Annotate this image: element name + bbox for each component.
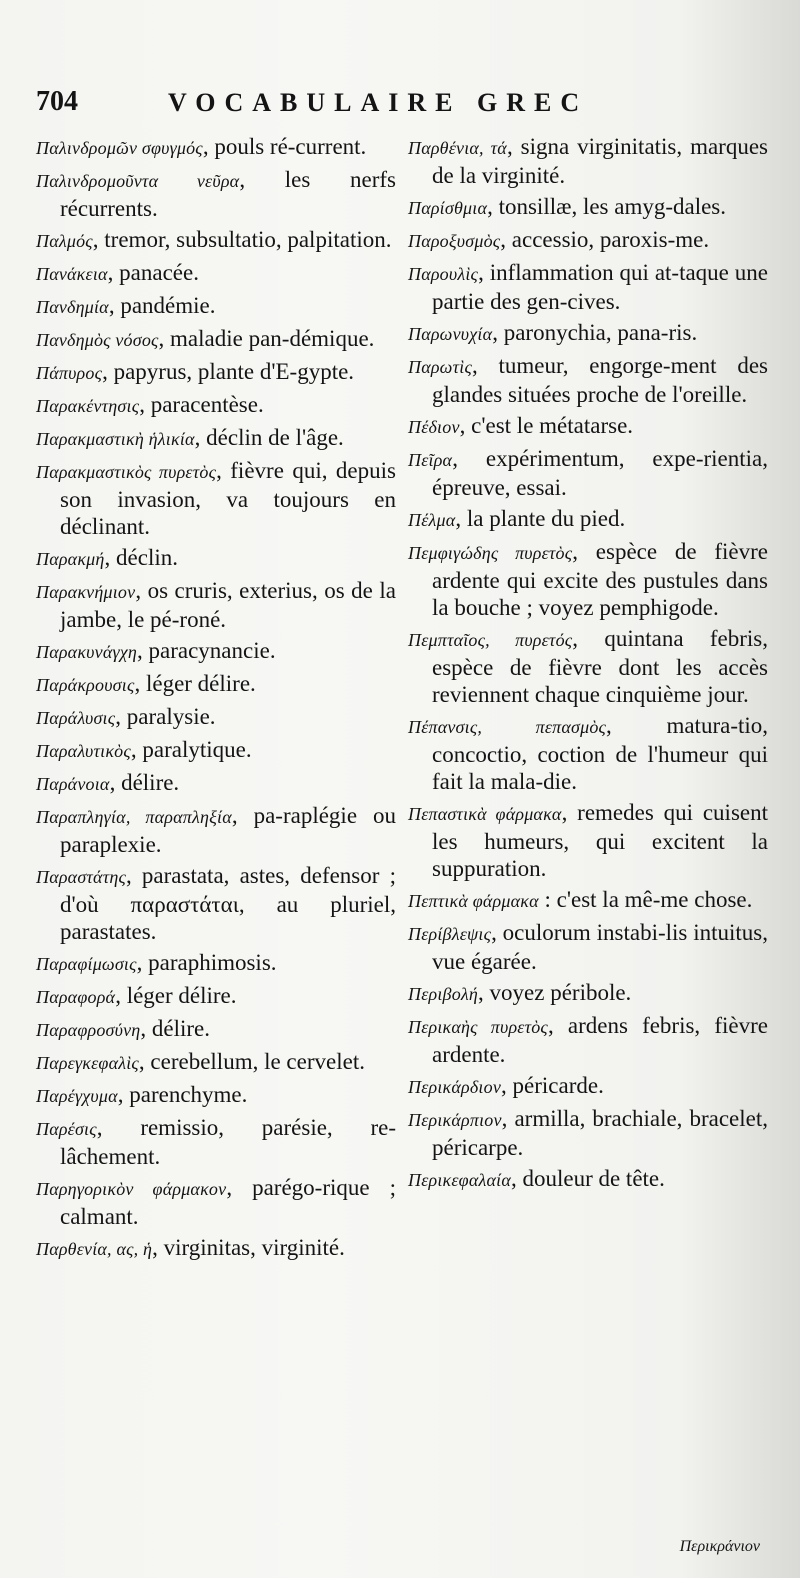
definition: , parenchyme. xyxy=(117,1082,248,1107)
definition: , remissio, parésie, re-lâchement. xyxy=(60,1115,396,1169)
dictionary-entry xyxy=(36,670,396,699)
greek-headword: Παράνοια xyxy=(36,774,110,794)
definition: , délire. xyxy=(109,770,180,795)
greek-headword: Περίβλεψις xyxy=(408,924,492,944)
definition: , les nerfs récurrents. xyxy=(60,167,396,221)
definition: , panacée. xyxy=(107,260,199,285)
dictionary-entry xyxy=(408,1105,768,1161)
definition: , quintana febris, espèce de fièvre dont les accès reviennent chaque cinquième jour. xyxy=(432,626,768,707)
dictionary-entry xyxy=(36,358,396,387)
dictionary-entry xyxy=(36,259,396,288)
greek-headword: Παρακνήμιον xyxy=(36,582,136,602)
dictionary-entry xyxy=(36,166,396,222)
greek-headword: Πέδιον xyxy=(408,417,460,437)
definition: , virginitas, virginité. xyxy=(152,1235,345,1260)
greek-headword: Παρέσις xyxy=(36,1119,97,1139)
dictionary-entry xyxy=(408,538,768,621)
dictionary-entry xyxy=(36,226,396,255)
greek-headword: Πεμφιγώδης πυρετὸς xyxy=(408,543,573,563)
definition: , maladie pan-démique. xyxy=(158,326,375,351)
greek-headword: Παραλυτικὸς xyxy=(36,741,131,761)
greek-headword: Πανδημία xyxy=(36,297,109,317)
definition: , expérimentum, expe-rientia, épreuve, essai. xyxy=(432,446,768,500)
definition: , paralytique. xyxy=(130,737,252,762)
greek-headword: Παράλυσις xyxy=(36,708,116,728)
definition: , paralysie. xyxy=(115,704,216,729)
definition: , os cruris, exterius, os de la jambe, le pé-roné. xyxy=(60,578,396,632)
dictionary-entry xyxy=(36,703,396,732)
definition: , tremor, subsultatio, palpitation. xyxy=(92,227,392,252)
definition: , c'est le métatarse. xyxy=(459,413,634,438)
dictionary-entry xyxy=(408,919,768,975)
greek-headword: Περικάρδιον xyxy=(408,1077,502,1097)
greek-headword: Πεῖρα xyxy=(408,450,453,470)
definition: , oculorum instabi-lis intuitus, vue égarée. xyxy=(432,920,768,974)
right-column xyxy=(408,133,768,1198)
definition: , armilla, brachiale, bracelet, péricarpe. xyxy=(432,1106,768,1160)
greek-headword: Παρωνυχία xyxy=(408,324,493,344)
greek-headword: Παρέγχυμα xyxy=(36,1086,118,1106)
greek-headword: Παρουλὶς xyxy=(408,264,479,284)
definition: , tonsillæ, les amyg-dales. xyxy=(487,194,727,219)
definition: , signa virginitatis, marques de la virginité. xyxy=(432,134,768,188)
greek-headword: Παρακέντησις xyxy=(36,396,140,416)
dictionary-entry xyxy=(408,133,768,189)
dictionary-entry xyxy=(36,769,396,798)
greek-headword: Πάπυρος xyxy=(36,363,103,383)
catchword: Περικράνιον xyxy=(679,1538,760,1555)
dictionary-entry xyxy=(36,802,396,858)
dictionary-entry xyxy=(408,1165,768,1194)
greek-headword: Παρθένια, τά xyxy=(408,138,507,158)
definition: , douleur de tête. xyxy=(510,1166,665,1191)
greek-headword: Πανάκεια xyxy=(36,264,108,284)
definition: , tumeur, engorge-ment des glandes situées proche de l'oreille. xyxy=(432,353,768,407)
dictionary-entry xyxy=(36,1234,396,1263)
greek-headword: Παλινδρομῶν σφυγμός xyxy=(36,138,203,158)
greek-headword: Παρωτὶς xyxy=(408,357,472,377)
greek-headword: Πεπαστικὰ φάρμακα xyxy=(408,804,562,824)
definition: , délire. xyxy=(140,1016,210,1041)
greek-headword: Πεπτικὰ φάρμακα xyxy=(408,891,539,911)
dictionary-entry xyxy=(36,577,396,633)
greek-headword: Παράκρουσις xyxy=(36,675,135,695)
dictionary-entry xyxy=(36,637,396,666)
dictionary-entry xyxy=(408,505,768,534)
dictionary-entry xyxy=(408,886,768,915)
greek-headword: Παρεγκεφαλὶς xyxy=(36,1053,139,1073)
greek-headword: Παρίσθμια xyxy=(408,198,488,218)
definition: , cerebellum, le cervelet. xyxy=(138,1049,365,1074)
greek-headword: Περικαὴς πυρετὸς xyxy=(408,1017,548,1037)
dictionary-entry xyxy=(36,457,396,540)
dictionary-entry xyxy=(408,1012,768,1068)
definition: , parégo-rique ; calmant. xyxy=(60,1175,396,1229)
greek-headword: Παλινδρομοῦντα νεῦρα xyxy=(36,171,240,191)
definition: , pa-raplégie ou paraplexie. xyxy=(60,803,396,857)
greek-headword: Παραστάτης xyxy=(36,867,126,887)
definition: , remedes qui cuisent les humeurs, qui excitent la suppuration. xyxy=(432,800,768,881)
dictionary-entry xyxy=(36,1015,396,1044)
definition: , pandémie. xyxy=(108,293,216,318)
definition: , paronychia, pana-ris. xyxy=(492,320,698,345)
definition: , ardens febris, fièvre ardente. xyxy=(432,1013,768,1067)
greek-headword: Παραφορά xyxy=(36,987,116,1007)
dictionary-entry xyxy=(408,445,768,501)
dictionary-entry xyxy=(408,352,768,408)
definition: , fièvre qui, depuis son invasion, va toujours en déclinant. xyxy=(60,458,396,539)
dictionary-entry xyxy=(36,736,396,765)
greek-headword: Παρακμαστικὴ ἡλικία xyxy=(36,429,195,449)
dictionary-entry xyxy=(408,712,768,795)
page-header xyxy=(36,86,756,126)
dictionary-entry xyxy=(36,862,396,945)
left-column xyxy=(36,133,396,1267)
dictionary-entry xyxy=(36,982,396,1011)
definition: , pouls ré-current. xyxy=(202,134,367,159)
dictionary-entry xyxy=(36,544,396,573)
definition: , léger délire. xyxy=(134,671,256,696)
greek-headword: Παρακυνάγχη xyxy=(36,642,138,662)
dictionary-entry xyxy=(408,226,768,255)
dictionary-entry xyxy=(36,1048,396,1077)
definition: , déclin de l'âge. xyxy=(194,425,344,450)
page-number: 704 xyxy=(36,86,78,117)
greek-headword: Πανδημὸς νόσος xyxy=(36,330,159,350)
definition: , espèce de fièvre ardente qui excite des pustules dans la bouche ; voyez pemphigode. xyxy=(432,539,768,620)
dictionary-entry xyxy=(36,133,396,162)
definition: , déclin. xyxy=(104,545,178,570)
definition: , paracentèse. xyxy=(139,392,264,417)
dictionary-entry xyxy=(408,1072,768,1101)
greek-headword: Περιβολή xyxy=(408,984,479,1004)
definition: : c'est la mê-me chose. xyxy=(538,887,753,912)
dictionary-entry xyxy=(36,325,396,354)
dictionary-entry xyxy=(36,1081,396,1110)
greek-headword: Πέλμα xyxy=(408,510,456,530)
dictionary-entry xyxy=(408,193,768,222)
dictionary-entry xyxy=(36,1114,396,1170)
running-title: VOCABULAIRE GREC xyxy=(168,88,589,117)
dictionary-entry xyxy=(408,259,768,315)
definition: , péricarde. xyxy=(501,1073,604,1098)
definition: , parastata, astes, defensor ; d'où παραστάται, au pluriel, parastates. xyxy=(60,863,396,944)
greek-headword: Πεμπταῖος, πυρετός xyxy=(408,630,573,650)
greek-headword: Παρακμαστικὸς πυρετὸς xyxy=(36,462,217,482)
greek-headword: Παραφίμωσις xyxy=(36,954,137,974)
greek-headword: Παραπληγία, παραπληξία xyxy=(36,807,232,827)
definition: , paraphimosis. xyxy=(136,950,277,975)
greek-headword: Παρακμή xyxy=(36,549,105,569)
definition: , accessio, paroxis-me. xyxy=(500,227,710,252)
greek-headword: Πέπανσις, πεπασμὸς xyxy=(408,717,607,737)
definition: , la plante du pied. xyxy=(455,506,626,531)
dictionary-entry xyxy=(408,799,768,882)
greek-headword: Παρηγορικὸν φάρμακον xyxy=(36,1179,227,1199)
dictionary-entry xyxy=(408,979,768,1008)
greek-headword: Παλμός xyxy=(36,231,93,251)
dictionary-entry xyxy=(36,424,396,453)
dictionary-entry xyxy=(36,1174,396,1230)
greek-headword: Περικάρπιον xyxy=(408,1110,502,1130)
definition: , voyez péribole. xyxy=(478,980,632,1005)
definition: , papyrus, plante d'E-gypte. xyxy=(102,359,355,384)
dictionary-entry xyxy=(36,949,396,978)
definition: , léger délire. xyxy=(115,983,237,1008)
definition: , paracynancie. xyxy=(137,638,276,663)
dictionary-entry xyxy=(408,319,768,348)
greek-headword: Περικεφαλαία xyxy=(408,1170,511,1190)
greek-headword: Παραφροσύνη xyxy=(36,1020,141,1040)
dictionary-entry xyxy=(36,292,396,321)
greek-headword: Παροξυσμὸς xyxy=(408,231,501,251)
dictionary-entry xyxy=(408,625,768,708)
definition: , matura-tio, concoctio, coction de l'humeur qui fait la mala-die. xyxy=(432,713,769,794)
definition: , inflammation qui at-taque une partie des gen-cives. xyxy=(432,260,768,314)
greek-headword: Παρθενία, ας, ἡ xyxy=(36,1239,153,1259)
dictionary-entry xyxy=(408,412,768,441)
dictionary-entry xyxy=(36,391,396,420)
